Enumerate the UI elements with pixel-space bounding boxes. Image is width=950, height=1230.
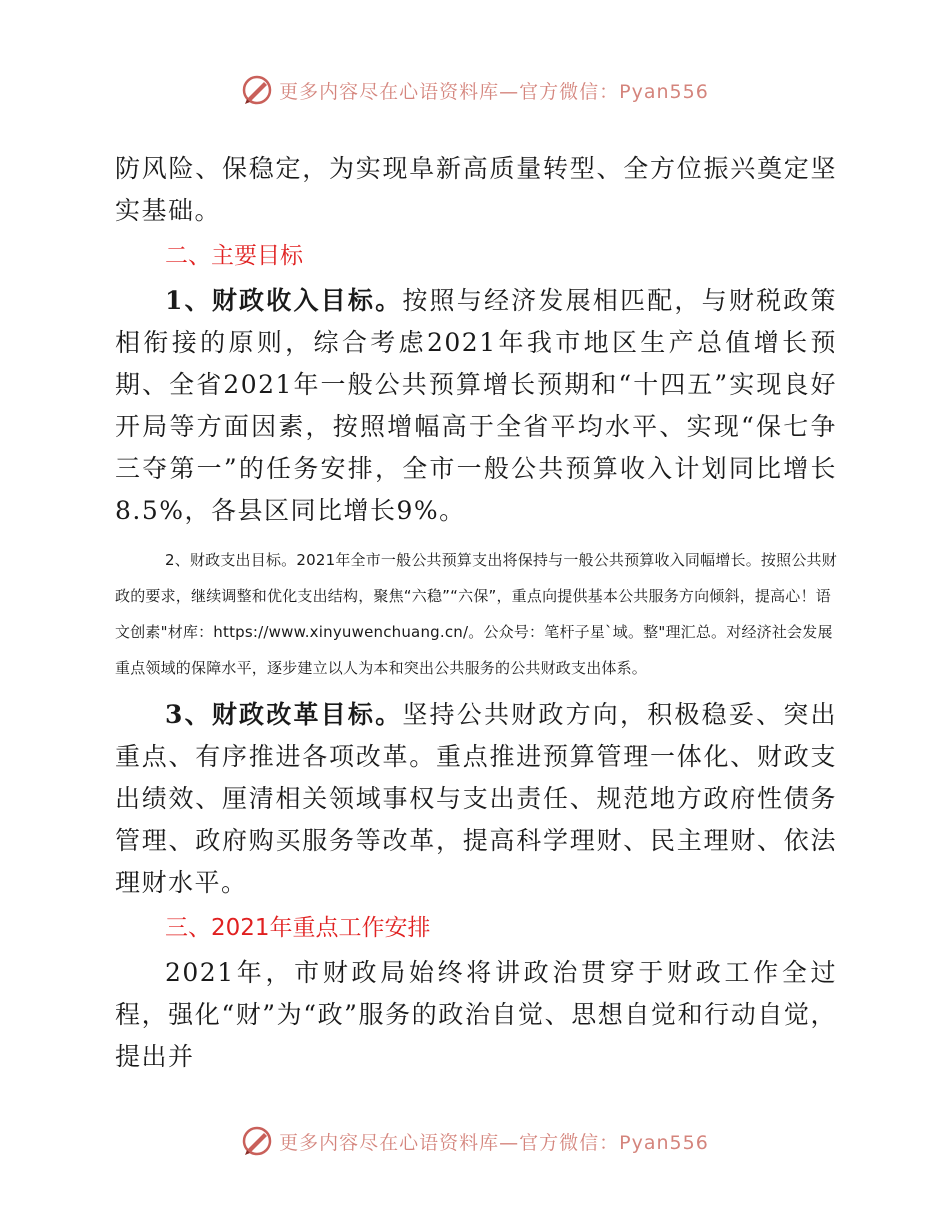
pen-logo-icon xyxy=(241,74,273,106)
paragraph-expenditure-goal: 2、财政支出目标。2021年全市一般公共预算支出将保持与一般公共预算收入同幅增长。按照公共财政的要求，继续调整和优化支出结构，聚焦“六稳”“六保”，重点向提供基本公共服务方向倾斜，提高心！语文创素"材库：https://www.xinyuwenchuang.cn/。公众号：笔杆子星`域。整"理汇总。对经济社会发展重点领域的保障水平，逐步建立以人为本和突出公共服务的公共财政支出体系。 xyxy=(115,551,837,677)
section-heading-main-goals: 二、主要目标 xyxy=(165,243,303,269)
revenue-goal-body: 按照与经济发展相匹配，与财税政策相衔接的原则，综合考虑2021年我市地区生产总值增长预期、全省2021年一般公共预算增长预期和“十四五”实现良好开局等方面因素，按照增幅高于全省平均水平、实现“保七争三夺第一”的任务安排，全市一般公共预算收入计划同比增长8.5%，各县区同比增长9%。 xyxy=(115,286,837,525)
document-body xyxy=(115,148,837,1081)
footer-watermark-banner xyxy=(0,1121,950,1161)
paragraph-continuation: 防风险、保稳定，为实现阜新高质量转型、全方位振兴奠定坚实基础。 xyxy=(115,154,837,225)
paragraph-key-work-intro: 2021年，市财政局始终将讲政治贯穿于财政工作全过程，强化“财”为“政”服务的政治自觉、思想自觉和行动自觉，提出并 xyxy=(115,958,837,1071)
header-watermark-banner xyxy=(0,70,950,110)
revenue-goal-lead: 1、财政收入目标。 xyxy=(165,286,403,315)
reform-goal-body: 坚持公共财政方向，积极稳妥、突出重点、有序推进各项改革。重点推进预算管理一体化、财政支出绩效、厘清相关领域事权与支出责任、规范地方政府性债务管理、政府购买服务等改革，提高科学理财、民主理财、依法理财水平。 xyxy=(115,700,837,897)
reform-goal-lead: 3、财政改革目标。 xyxy=(165,700,403,729)
paragraph-reform-goal xyxy=(115,694,837,904)
paragraph-revenue-goal xyxy=(115,280,837,532)
pen-logo-icon xyxy=(241,1125,273,1157)
header-watermark-text: 更多内容尽在心语资料库—官方微信：Pyan556 xyxy=(279,80,709,103)
footer-watermark-text: 更多内容尽在心语资料库—官方微信：Pyan556 xyxy=(279,1131,709,1154)
section-heading-key-work-2021: 三、2021年重点工作安排 xyxy=(165,915,431,941)
